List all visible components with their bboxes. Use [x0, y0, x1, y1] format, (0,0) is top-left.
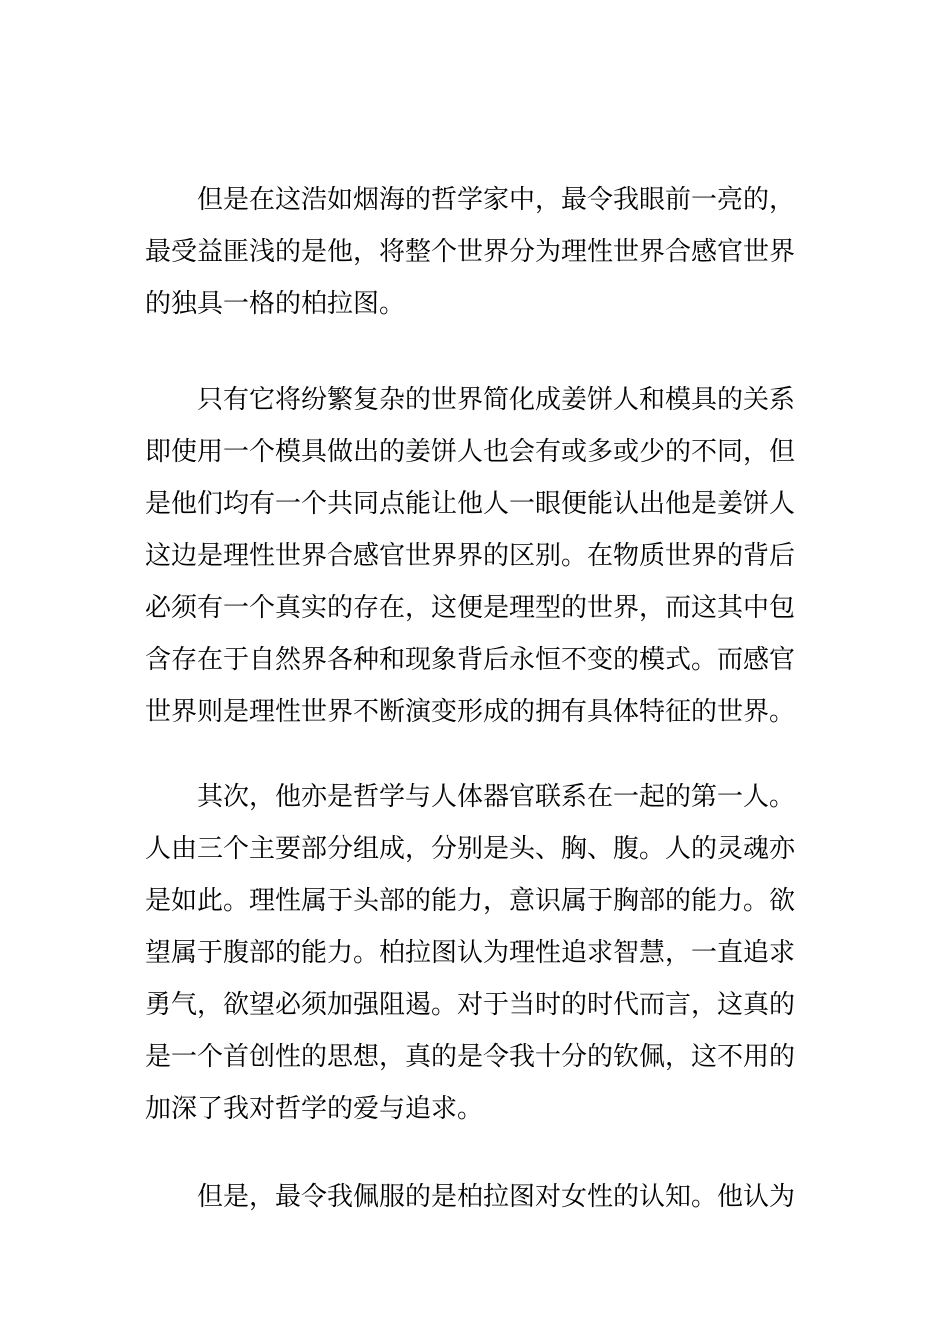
- paragraph-line: 即使用一个模具做出的姜饼人也会有或多或少的不同，但: [145, 437, 796, 467]
- paragraph-line: 是他们均有一个共同点能让他人一眼便能认出他是姜饼人: [145, 489, 796, 519]
- paragraph-line: 勇气，欲望必须加强阻遏。对于当时的时代而言，这真的: [145, 990, 796, 1020]
- paragraph-line: 这边是理性世界合感官世界界的区别。在物质世界的背后: [145, 541, 796, 571]
- paragraph-1: [145, 174, 810, 330]
- paragraph-line: 是一个首创性的思想，真的是令我十分的钦佩，这不用的: [145, 1042, 796, 1072]
- paragraph-line: 最受益匪浅的是他，将整个世界分为理性世界合感官世界: [145, 237, 796, 267]
- paragraph-line: 是如此。理性属于头部的能力，意识属于胸部的能力。欲: [145, 886, 796, 916]
- paragraph-line: 必须有一个真实的存在，这便是理型的世界，而这其中包: [145, 593, 796, 623]
- paragraph-line: 人由三个主要部分组成，分别是头、胸、腹。人的灵魂亦: [145, 834, 796, 864]
- paragraph-line: 世界则是理性世界不断演变形成的拥有具体特征的世界。: [145, 697, 796, 727]
- paragraph-line: 其次，他亦是哲学与人体器官联系在一起的第一人。: [197, 782, 796, 812]
- paragraph-line: 的独具一格的柏拉图。: [145, 289, 406, 319]
- paragraph-4: [145, 1171, 810, 1223]
- paragraph-line: 望属于腹部的能力。柏拉图认为理性追求智慧，一直追求: [145, 938, 796, 968]
- paragraph-line: 含存在于自然界各种和现象背后永恒不变的模式。而感官: [145, 645, 796, 675]
- paragraph-line: 但是，最令我佩服的是柏拉图对女性的认知。他认为: [197, 1182, 796, 1212]
- paragraph-2: [145, 374, 810, 738]
- paragraph-line: 加深了我对哲学的爱与追求。: [145, 1094, 484, 1124]
- paragraph-line: 但是在这浩如烟海的哲学家中，最令我眼前一亮的，: [197, 185, 796, 215]
- paragraph-3: [145, 771, 810, 1135]
- paragraph-line: 只有它将纷繁复杂的世界简化成姜饼人和模具的关系: [197, 385, 796, 415]
